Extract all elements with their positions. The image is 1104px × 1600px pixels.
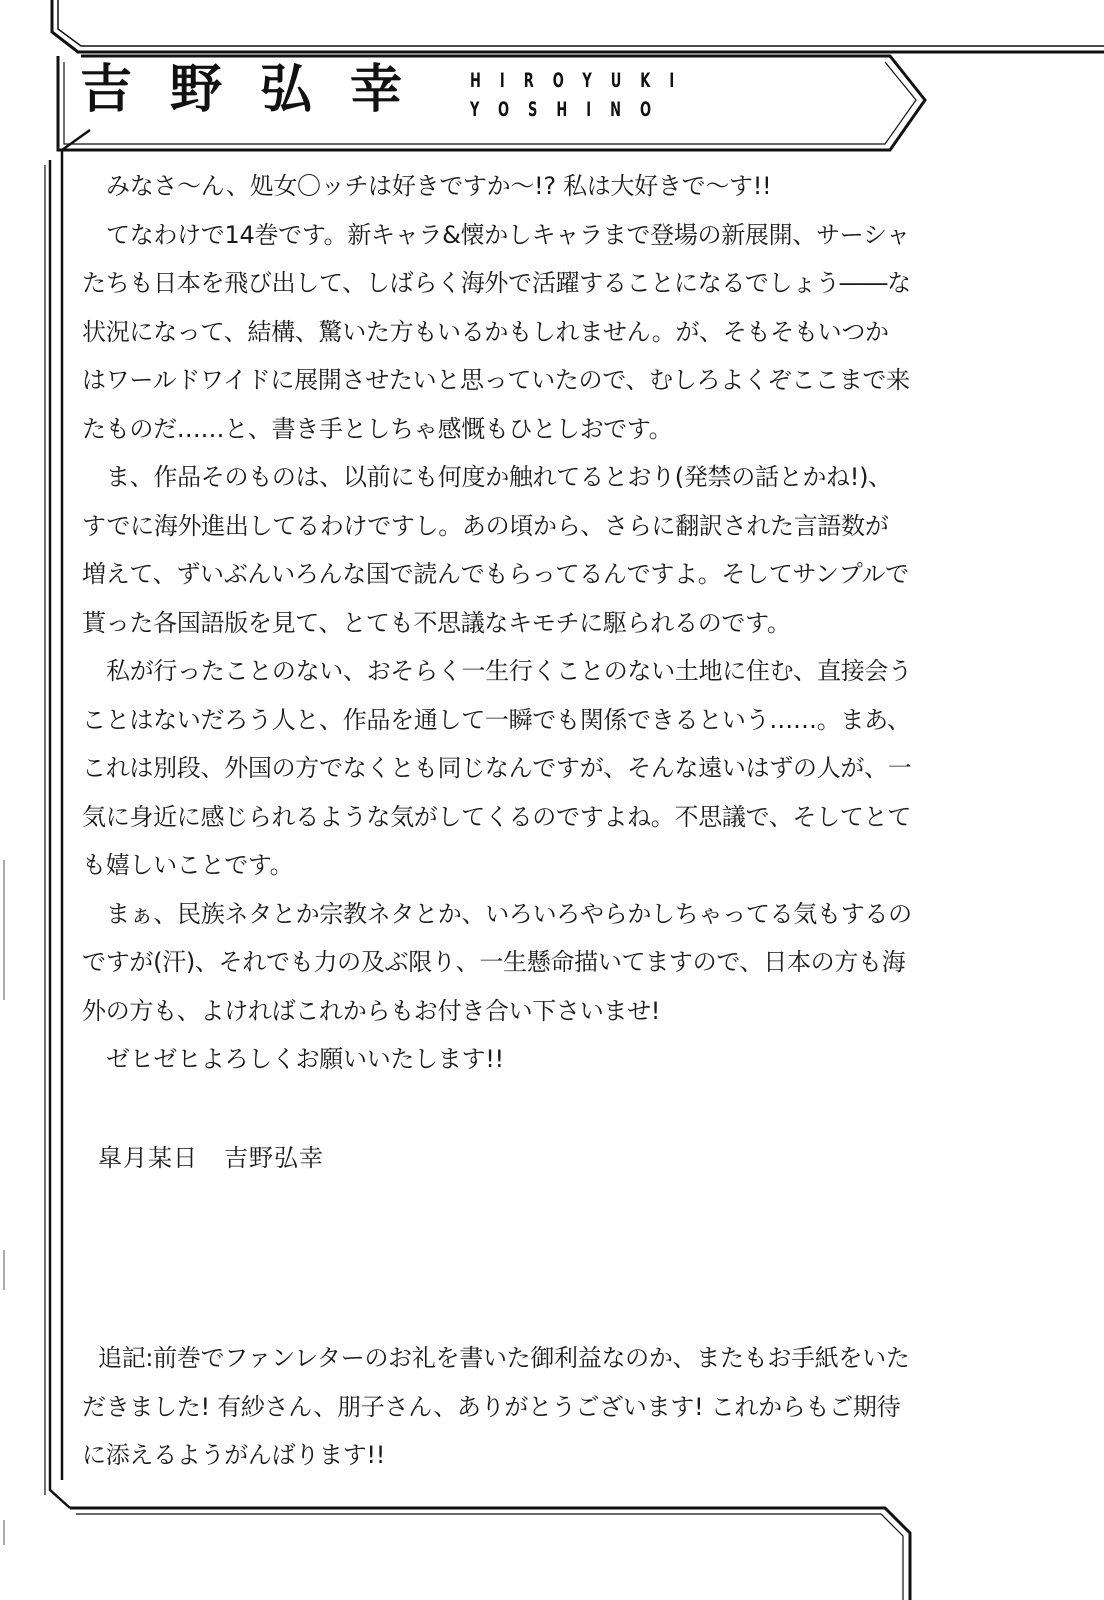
paragraph: ゼヒゼヒよろしくお願いいたします!! (106, 1045, 504, 1073)
author-romaji-last: YOSHINO (470, 99, 671, 122)
paragraph: みなさ〜ん、処女〇ッチは好きですか〜!? 私は大好きで〜す!! (106, 172, 772, 200)
signature-date: 皐月某日 (98, 1144, 198, 1172)
paragraph: てなわけで14巻です。新キャラ&懐かしキャラまで登場の新展開、サーシャたちも日本を飛び出して、しばらく海外で活躍することになるでしょう――な状況になって、結構、驚いた方もいるかもしれません。が、そもそもいつかはワールドワイドに展開させたいと思っていたので、むしろよくぞここまで来たものだ……と、書き手としちゃ感慨もひとしおです。 (82, 220, 911, 443)
author-romaji-first: HIROYUKI (470, 70, 694, 93)
frame-bottom-corner (70, 1508, 910, 1600)
paragraph: ま、作品そのものは、以前にも何度か触れてるとおり(発禁の話とかね!)、すでに海外進出してるわけですし。あの頃から、さらに翻訳された言語数が増えて、ずいぶんいろんな国で読んでもらってるんですよ。そしてサンプルで貰った各国語版を見て、とても不思議なキモチに駆られるのです。 (82, 463, 909, 637)
paragraph: 私が行ったことのない、おそらく一生行くことのない土地に住む、直接会うことはないだろう人と、作品を通して一瞬でも関係できるという……。まあ、これは別段、外国の方でなくとも同じなんですが、そんな遠いはずの人が、一気に身近に感じられるような気がしてくるのですよね。不思議で、そしてとても嬉しいことです。 (82, 657, 912, 879)
postscript (82, 1334, 912, 1480)
paragraph: まぁ、民族ネタとか宗教ネタとか、いろいろやらかしちゃってる気もするのですが(汗)、それでも力の及ぶ限り、一生懸命描いてますので、日本の方も海外の方も、よければこれからもお付き合い下さいませ! (82, 899, 912, 1025)
author-name-title: 吉野弘幸 (80, 60, 441, 120)
frame-top-corner (52, 0, 1104, 52)
signature-line (98, 1138, 324, 1173)
afterword-body (82, 162, 912, 1084)
signature-author: 吉野弘幸 (224, 1144, 324, 1172)
postscript-text: 追記:前巻でファンレターのお礼を書いた御利益なのか、またもお手紙をいただきました! 有紗さん、朋子さん、ありがとうございます! これからもご期待に添えるようがんばります!! (82, 1344, 910, 1469)
